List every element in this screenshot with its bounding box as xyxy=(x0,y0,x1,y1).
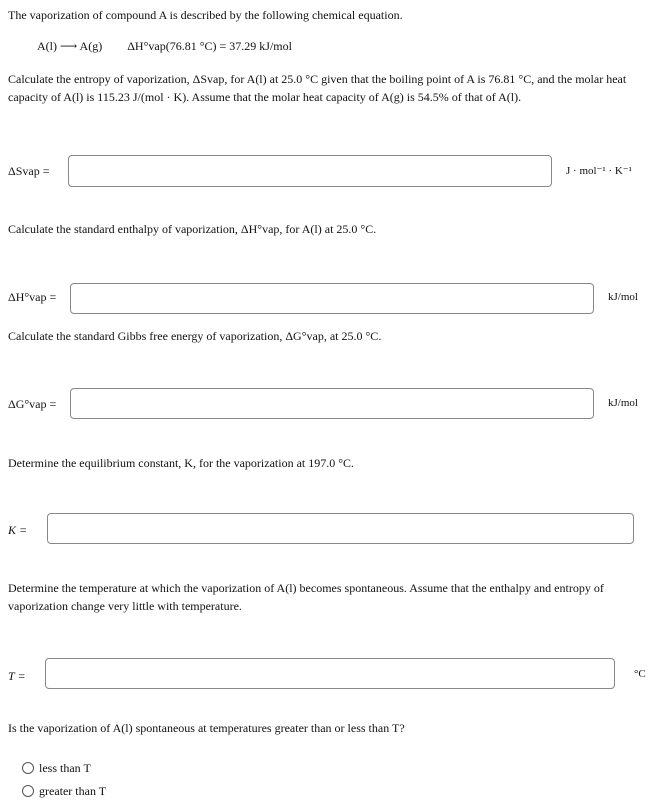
t-label: T = xyxy=(8,669,26,683)
question-spontaneity: Is the vaporization of A(l) spontaneous at temperatures greater than or less than T? xyxy=(8,721,405,735)
enthalpy-input[interactable] xyxy=(70,283,594,314)
t-unit: °C xyxy=(634,668,646,680)
reaction-arrow-icon: ⟶ xyxy=(60,39,78,53)
entropy-label: ΔSvap = xyxy=(8,164,50,178)
enthalpy-unit: kJ/mol xyxy=(608,291,638,303)
intro-text: The vaporization of compound A is described by the following chemical equation. xyxy=(8,8,403,22)
enthalpy-given: ΔH°vap(76.81 °C) = 37.29 kJ/mol xyxy=(127,39,292,53)
question-equilibrium: Determine the equilibrium constant, K, for the vaporization at 197.0 °C. xyxy=(8,456,355,470)
product: A(g) xyxy=(79,39,103,53)
option-greater-than[interactable]: greater than T xyxy=(39,784,107,798)
gibbs-input[interactable] xyxy=(70,388,594,419)
radio-less-than[interactable] xyxy=(22,762,34,774)
enthalpy-label: ΔH°vap = xyxy=(8,290,57,304)
question-entropy: Calculate the entropy of vaporization, ΔSvap, for A(l) at 25.0 °C given that the boiling point of A is 76.81 °C, and the molar heat capacity of A(l) is 115.23 J/(mol · K). Assume that the molar heat capacity of A(g) is 54.5% of that of A(l). xyxy=(8,72,627,104)
question-enthalpy: Calculate the standard enthalpy of vaporization, ΔH°vap, for A(l) at 25.0 °C. xyxy=(8,222,377,236)
radio-greater-than[interactable] xyxy=(22,785,34,797)
option-less-than[interactable]: less than T xyxy=(39,761,91,775)
gibbs-label: ΔG°vap = xyxy=(8,397,57,411)
k-label: K = xyxy=(8,523,28,537)
gibbs-unit: kJ/mol xyxy=(608,397,638,409)
k-input[interactable] xyxy=(47,513,634,544)
reactant: A(l) xyxy=(37,39,57,53)
question-gibbs: Calculate the standard Gibbs free energy of vaporization, ΔG°vap, at 25.0 °C. xyxy=(8,329,382,343)
chemical-equation xyxy=(37,39,292,54)
entropy-input[interactable] xyxy=(68,155,552,187)
entropy-unit: J · mol⁻¹ · K⁻¹ xyxy=(566,165,632,177)
t-input[interactable] xyxy=(45,658,615,689)
question-temperature: Determine the temperature at which the vaporization of A(l) becomes spontaneous. Assume that the enthalpy and entropy of vaporization change very little with temperature. xyxy=(8,581,604,613)
